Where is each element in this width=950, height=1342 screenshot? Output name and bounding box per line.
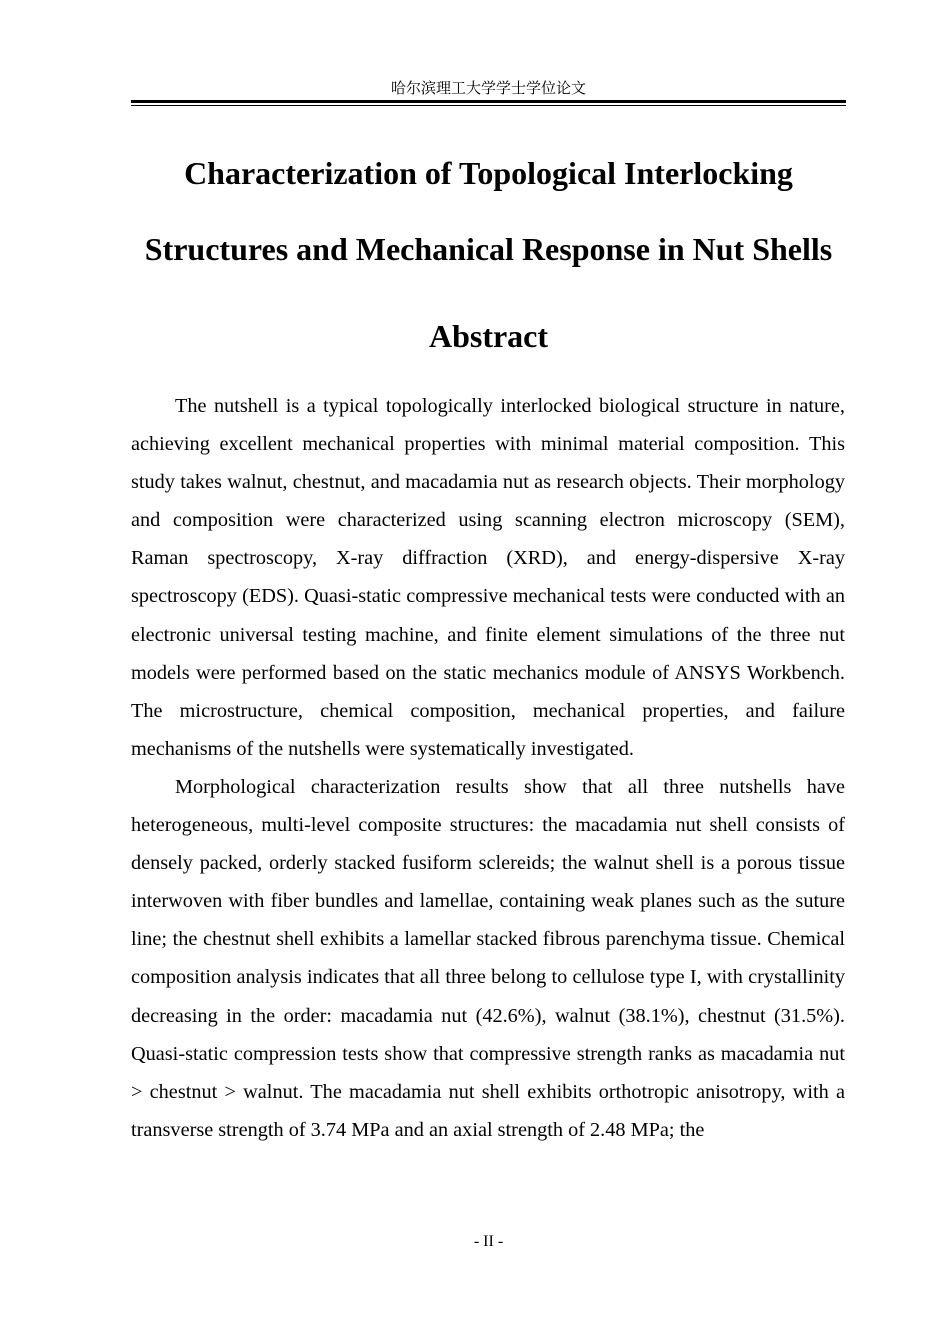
abstract-paragraph-1: The nutshell is a typical topologically interlocked biological structure in nature, achieving excellent mechanical properties with minimal material composition. This study takes walnut, chestnut, and macadamia nut as research objects. Their morphology and composition were characterized using scanning electron microscopy (SEM), Raman spectroscopy, X-ray diffraction (XRD), and energy-dispersive X-ray spectroscopy (EDS). Quasi-static compressive mechanical tests were conducted with an electronic universal testing machine, and finite element simulations of the three nut models were performed based on the static mechanics module of ANSYS Workbench. The microstructure, chemical composition, mechanical properties, and failure mechanisms of the nutshells were systematically investigated. [131, 395, 845, 760]
title-line-2: Structures and Mechanical Response in Nut Shells [144, 231, 833, 267]
header-rule-thin [131, 105, 846, 106]
title-line-1: Characterization of Topological Interlocking [184, 155, 793, 191]
abstract-heading: Abstract [428, 318, 549, 354]
header-rule-thick [131, 100, 846, 103]
abstract-paragraph-2: Morphological characterization results show that all three nutshells have heterogeneous, multi-level composite structures: the macadamia nut shell consists of densely packed, orderly stacked fusiform sclereids; the walnut shell is a porous tissue interwoven with fiber bundles and lamellae, containing weak planes such as the suture line; the chestnut shell exhibits a lamellar stacked fibrous parenchyma tissue. Chemical composition analysis indicates that all three belong to cellulose type I, with crystallinity decreasing in the order: macadamia nut (42.6%), walnut (38.1%), chestnut (31.5%). Quasi-static compression tests show that compressive strength ranks as macadamia nut > chestnut > walnut. The macadamia nut shell exhibits orthotropic anisotropy, with a transverse strength of 3.74 MPa and an axial strength of 2.48 MPa; the [131, 775, 845, 1141]
running-header: 哈尔滨理工大学学士学位论文 [390, 79, 586, 97]
abstract-body [131, 387, 845, 1149]
page-number: - II - [473, 1233, 504, 1250]
